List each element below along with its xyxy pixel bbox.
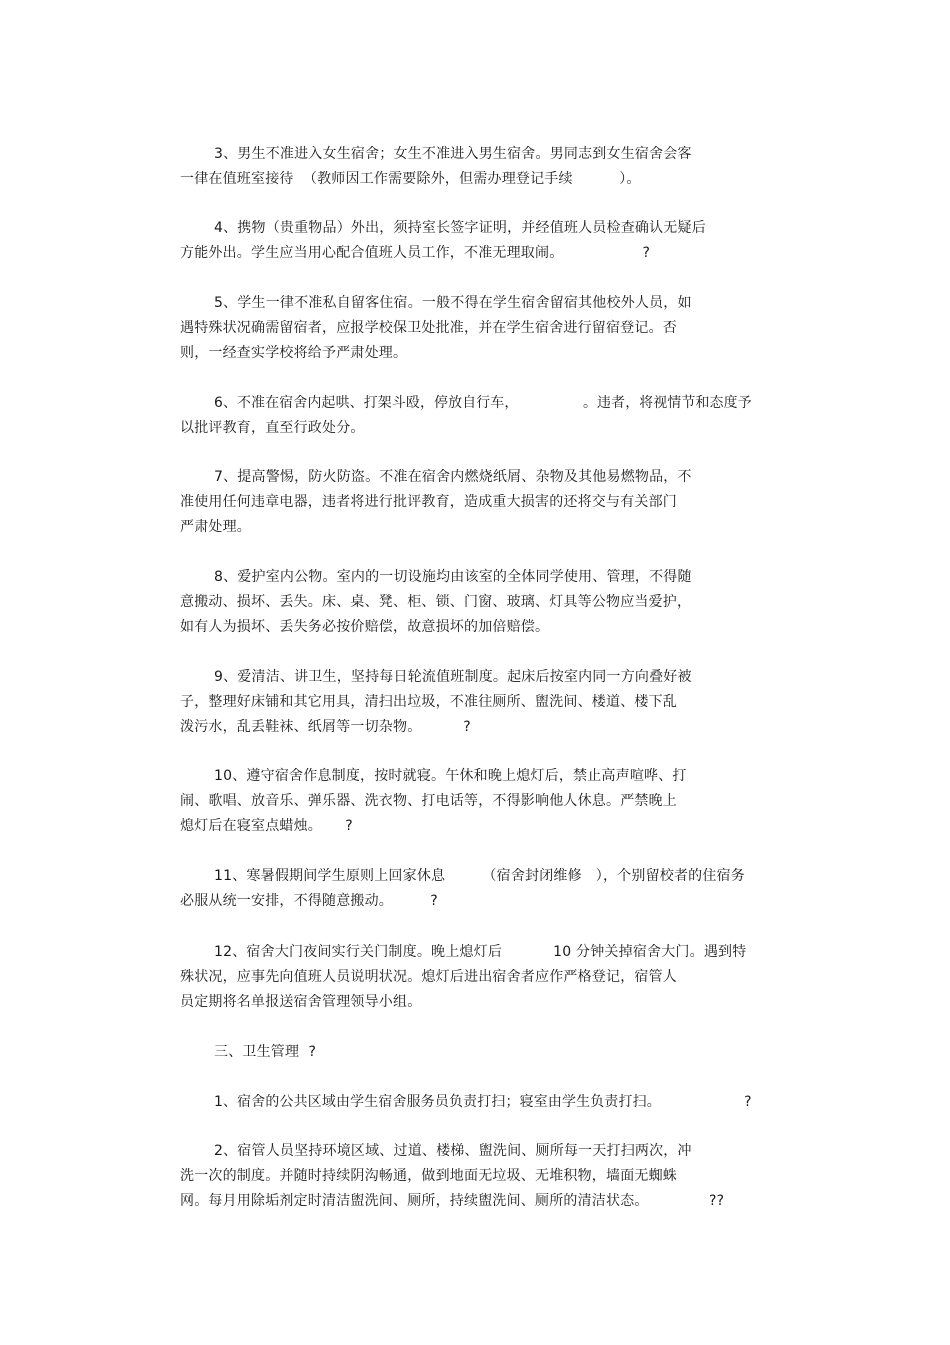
- hygiene-rule-2-line-1: 2、宿管人员坚持环境区域、过道、楼梯、盥洗间、厕所每一天打扫两次，冲: [214, 1143, 692, 1159]
- rule-7-line-3: 严肃处理。: [180, 519, 251, 535]
- section-3-heading: 三、卫生管理 ?: [214, 1044, 317, 1060]
- rule-4-line-2: 方能外出。学生应当用心配合值班人员工作，不准无理取闹。 ?: [180, 245, 651, 261]
- rule-10-line-1: 10、遵守宿舍作息制度，按时就寝。午休和晚上熄灯后，禁止高声喧哗、打: [214, 768, 687, 784]
- rule-5-line-1: 5、学生一律不准私自留客住宿。一般不得在学生宿舍留宿其他校外人员，如: [214, 295, 692, 311]
- rule-8-line-2: 意搬动、损坏、丢失。床、桌、凳、柜、锁、门窗、玻璃、灯具等公物应当爱护，: [180, 594, 692, 610]
- rule-9-line-2: 子，整理好床铺和其它用具，清扫出垃圾，不准往厕所、盥洗间、楼道、楼下乱: [180, 694, 677, 710]
- rule-7-line-2: 准使用任何违章电器，违者将进行批评教育，造成重大损害的还将交与有关部门: [180, 494, 677, 510]
- rule-12-line-2: 殊状况，应事先向值班人员说明状况。熄灯后进出宿舍者应作严格登记，宿管人: [180, 969, 677, 985]
- rule-6-line-1: 6、不准在宿舍内起哄、打架斗殴，停放自行车， 。违者，将视情节和态度予: [214, 395, 752, 411]
- rule-8-line-1: 8、爱护室内公物。室内的一切设施均由该室的全体同学使用、管理，不得随: [214, 569, 692, 585]
- rule-8-line-3: 如有人为损坏、丢失务必按价赔偿，故意损坏的加倍赔偿。: [180, 619, 550, 635]
- rule-5-line-3: 则，一经查实学校将给予严肃处理。: [180, 345, 408, 361]
- rule-7-line-1: 7、提高警惕，防火防盗。不准在宿舍内燃烧纸屑、杂物及其他易燃物品，不: [214, 469, 692, 485]
- rule-11-line-2: 必服从统一安排，不得随意搬动。 ?: [180, 893, 438, 909]
- rule-4-line-1: 4、携物（贵重物品）外出，须持室长签字证明，并经值班人员检查确认无疑后: [214, 220, 706, 236]
- rule-12-line-3: 员定期将名单报送宿舍管理领导小组。: [180, 994, 422, 1010]
- rule-5-line-2: 遇特殊状况确需留宿者，应报学校保卫处批准，并在学生宿舍进行留宿登记。否: [180, 320, 677, 336]
- rule-12-line-1: 12、宿舍大门夜间实行关门制度。晚上熄灯后 10 分钟关掉宿舍大门。遇到特: [214, 944, 747, 960]
- rule-6-line-2: 以批评教育，直至行政处分。: [180, 420, 365, 436]
- hygiene-rule-1: 1、宿舍的公共区域由学生宿舍服务员负责打扫；寝室由学生负责打扫。 ?: [214, 1094, 752, 1110]
- rule-10-line-3: 熄灯后在寝室点蜡烛。 ?: [180, 818, 353, 834]
- rule-3-line-1: 3、男生不准进入女生宿舍；女生不准进入男生宿舍。男同志到女生宿舍会客: [214, 146, 692, 162]
- hygiene-rule-2-line-2: 洗一次的制度。并随时持续阴沟畅通，做到地面无垃圾、无堆积物，墙面无蜘蛛: [180, 1168, 677, 1184]
- rule-9-line-1: 9、爱清洁、讲卫生，坚持每日轮流值班制度。起床后按室内同一方向叠好被: [214, 669, 692, 685]
- hygiene-rule-2-line-3: 网。每月用除垢剂定时清洁盥洗间、厕所，持续盥洗间、厕所的清洁状态。 ??: [180, 1193, 725, 1209]
- rule-9-line-3: 泼污水，乱丢鞋袜、纸屑等一切杂物。 ?: [180, 719, 471, 735]
- rule-11-line-1: 11、寒暑假期间学生原则上回家休息 （宿舍封闭维修 ），个别留校者的住宿务: [214, 868, 745, 884]
- rule-10-line-2: 闹、歌唱、放音乐、弹乐器、洗衣物、打电话等，不得影响他人休息。严禁晚上: [180, 793, 677, 809]
- rule-3-line-2: 一律在值班室接待 （教师因工作需要除外，但需办理登记手续 ）。: [180, 171, 641, 187]
